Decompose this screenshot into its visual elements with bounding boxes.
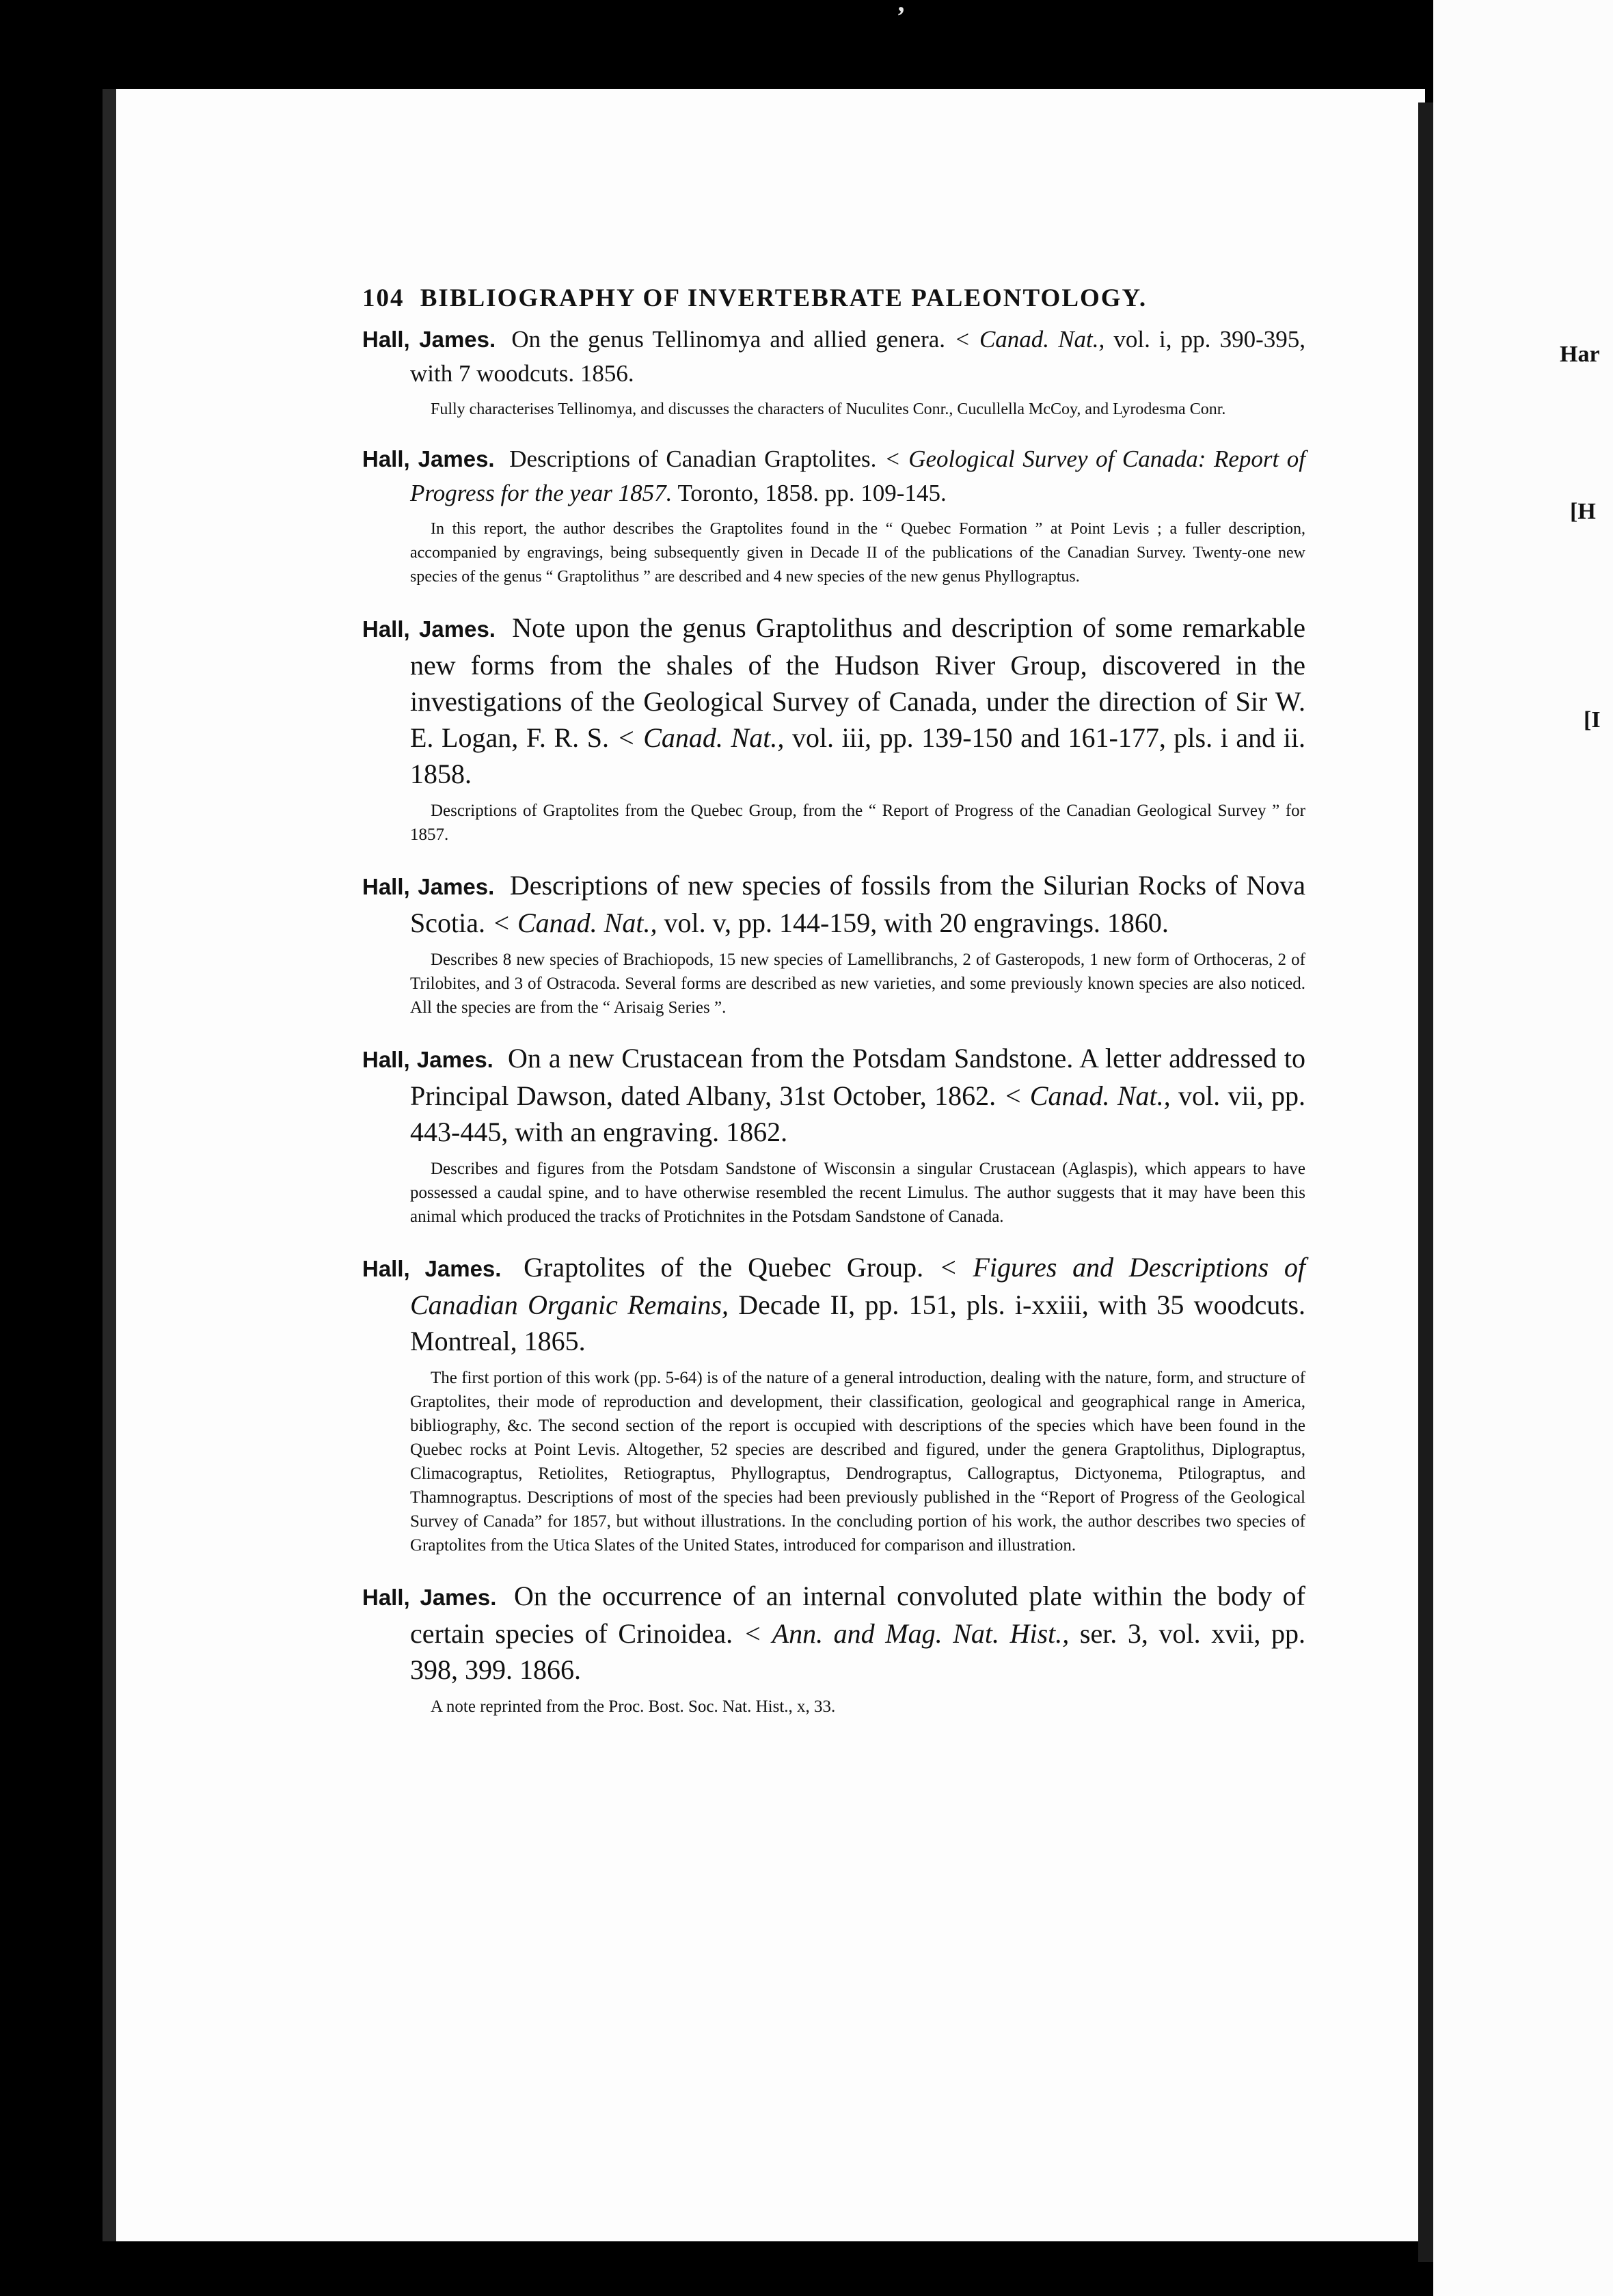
entry-author: Hall, James. bbox=[362, 616, 496, 642]
entry-citation bbox=[362, 1249, 1305, 1359]
page-speck-mark: ’ bbox=[895, 1, 905, 31]
entry-journal: < Canad. Nat., bbox=[616, 722, 785, 753]
entry-annotation: Describes 8 new species of Brachiopods, 15 new species of Lamellibranchs, 2 of Gasteropods, 1 new form of Orthoceras, 2 of Trilobites, and 3 of Ostracoda. Several forms are described as new varieties, and some previously known species are also noticed. All the species are from the “ Arisaig Series ”. bbox=[410, 951, 1305, 1017]
entry-citation bbox=[362, 867, 1305, 941]
entry-citation bbox=[362, 610, 1305, 792]
entry-title: Note upon the genus Graptolithus and description of some remarkable new forms from the shales of the Hudson River Group, discovered in the investigations of the Geological Survey of Canada, under the direction of Sir W. E. Logan, F. R. S. bbox=[410, 612, 1306, 753]
entry-annotation: In this report, the author describes the Graptolites found in the “ Quebec Formation ” at Point Levis ; a fuller description, accompanied by engravings, being subsequently given in Decade II of the publications of the Canadian Survey. Twenty-one new species of the genus “ Graptolithus ” are described and 4 new species of the new genus Phyllograptus. bbox=[410, 520, 1305, 586]
running-head-title: BIBLIOGRAPHY OF INVERTEBRATE PALEONTOLOGY. bbox=[420, 284, 1148, 312]
entry-journal: < Canad. Nat., bbox=[954, 326, 1105, 353]
entry-annotation: Fully characterises Tellinomya, and discusses the characters of Nuculites Conr., Cucullella McCoy, and Lyrodesma Conr. bbox=[431, 400, 1226, 418]
bibliography-entry bbox=[362, 1249, 1305, 1557]
entry-details: vol. v, pp. 144-159, with 20 engravings. 1860. bbox=[664, 907, 1169, 938]
entry-author: Hall, James. bbox=[362, 1585, 497, 1610]
entry-title: On the genus Tellinomya and allied genera. bbox=[511, 326, 946, 353]
entry-author: Hall, James. bbox=[362, 874, 495, 899]
entry-annotation: Describes and figures from the Potsdam Sandstone of Wisconsin a singular Crustacean (Aglaspis), which appears to have possessed a caudal spine, and to have otherwise resembled the recent Limulus. The author suggests that it may have been this animal which produced the tracks of Protichnites in the Potsdam Sandstone of Canada. bbox=[410, 1160, 1305, 1226]
entry-author: Hall, James. bbox=[362, 446, 495, 472]
bibliography-entry bbox=[362, 1040, 1305, 1229]
page-number: 104 bbox=[362, 284, 405, 312]
entry-details: Decade II, pp. 151, pls. i-xxiii, with 35 woodcuts. Montreal, 1865. bbox=[410, 1289, 1306, 1356]
entry-journal: < Geological Survey of Canada: Report of Progress for the year 1857. bbox=[410, 446, 1306, 506]
entry-annotation: Descriptions of Graptolites from the Quebec Group, from the “ Report of Progress of the Canadian Geological Survey ” for 1857. bbox=[410, 802, 1305, 844]
entry-details: vol. vii, pp. 443-445, with an engraving. 1862. bbox=[410, 1080, 1306, 1147]
entry-details: ser. 3, vol. xvii, pp. 398, 399. 1866. bbox=[410, 1618, 1306, 1685]
entry-citation bbox=[362, 1578, 1305, 1688]
bibliography-entry bbox=[362, 610, 1305, 847]
book-spine bbox=[1418, 102, 1433, 2262]
entry-title: On a new Crustacean from the Potsdam Sandstone. A letter addressed to Principal Dawson, dated Albany, 31st October, 1862. bbox=[410, 1043, 1306, 1111]
entry-annotation: A note reprinted from the Proc. Bost. Soc. Nat. Hist., x, 33. bbox=[431, 1697, 836, 1716]
entry-citation bbox=[362, 323, 1305, 391]
adjacent-page-fragment: [H bbox=[1570, 499, 1596, 524]
entry-author: Hall, James. bbox=[362, 1256, 502, 1281]
entry-details: vol. iii, pp. 139-150 and 161-177, pls. i and ii. 1858. bbox=[410, 722, 1306, 789]
entry-author: Hall, James. bbox=[362, 1047, 493, 1072]
entry-author: Hall, James. bbox=[362, 327, 496, 352]
bibliography-entry bbox=[362, 1578, 1305, 1719]
adjacent-page bbox=[1433, 0, 1613, 2296]
entry-journal: < Canad. Nat., bbox=[491, 907, 658, 938]
bibliography-entry bbox=[362, 323, 1305, 422]
entry-title: Descriptions of new species of fossils from the Silurian Rocks of Nova Scotia. bbox=[410, 870, 1306, 938]
adjacent-page-fragment: [I bbox=[1584, 707, 1601, 733]
entry-journal: < Figures and Descriptions of Canadian Organic Remains, bbox=[410, 1252, 1306, 1320]
entry-details: Toronto, 1858. pp. 109-145. bbox=[677, 480, 947, 506]
entry-citation bbox=[362, 442, 1305, 510]
entry-details: vol. i, pp. 390-395, with 7 woodcuts. 1856. bbox=[410, 326, 1305, 387]
entry-title: Graptolites of the Quebec Group. bbox=[524, 1252, 924, 1283]
entry-citation bbox=[362, 1040, 1305, 1150]
page-content bbox=[362, 284, 1305, 1739]
adjacent-page-fragment: Har bbox=[1560, 342, 1600, 367]
entry-title: On the occurrence of an internal convoluted plate within the body of certain species of Crinoidea. bbox=[410, 1581, 1305, 1649]
entry-journal: < Ann. and Mag. Nat. Hist., bbox=[743, 1618, 1070, 1649]
entry-journal: < Canad. Nat., bbox=[1003, 1080, 1171, 1111]
bibliography-entry bbox=[362, 442, 1305, 589]
bibliography-entry bbox=[362, 867, 1305, 1020]
running-head bbox=[362, 284, 1305, 313]
entry-title: Descriptions of Canadian Graptolites. bbox=[509, 446, 877, 472]
entry-annotation: The first portion of this work (pp. 5-64) is of the nature of a general introduction, dealing with the nature, form, and structure of Graptolites, their mode of reproduction and development, their classification, geological and geographical range in America, bibliography, &c. The second section of the report is occupied with descriptions of the species which have been found in the Quebec rocks at Point Levis. Altogether, 52 species are described and figured, under the genera Graptolithus, Diplograptus, Climacograptus, Retiolites, Retiograptus, Phyllograptus, Dendrograptus, Callograptus, Dictyonema, Ptilograptus, and Thamnograptus. Descriptions of most of the species had been previously published in the “Report of Progress of the Geological Survey of Canada” for 1857, but without illustrations. In the concluding portion of his work, the author describes two species of Graptolites from the Utica Slates of the United States, introduced for comparison and illustration. bbox=[410, 1369, 1305, 1555]
